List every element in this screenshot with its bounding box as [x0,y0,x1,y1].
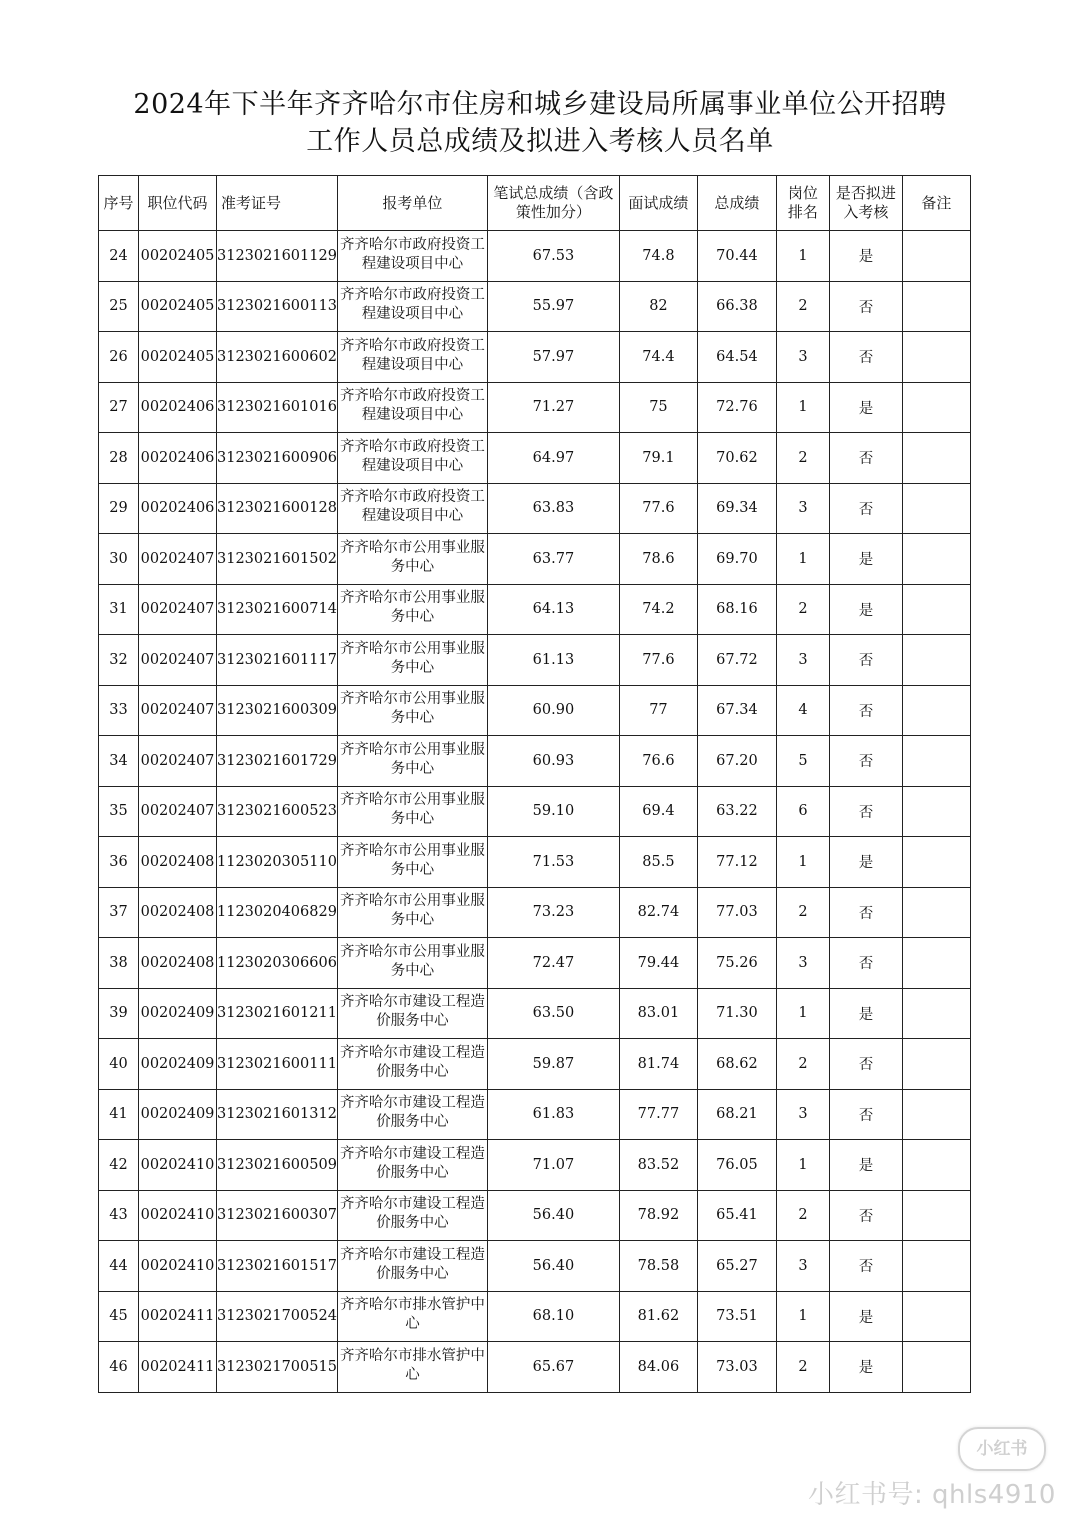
cell-assess: 否 [829,887,902,938]
cell-position-code: 00202407 [139,534,217,585]
cell-unit: 齐齐哈尔市排水管护中心 [337,1342,487,1393]
cell-ticket: 3123021601729 [217,736,338,787]
cell-unit: 齐齐哈尔市公用事业服务中心 [337,786,487,837]
cell-seq: 37 [99,887,139,938]
table-row [99,382,971,433]
cell-note [902,988,970,1039]
cell-assess: 是 [829,231,902,282]
cell-note [902,584,970,635]
cell-total-score: 67.20 [697,736,776,787]
cell-position-code: 00202406 [139,483,217,534]
cell-note [902,887,970,938]
cell-ticket: 3123021601016 [217,382,338,433]
cell-position-code: 00202405 [139,281,217,332]
table-row [99,1241,971,1292]
header-rank: 岗位排名 [776,176,829,231]
cell-interview-score: 78.58 [619,1241,697,1292]
cell-note [902,837,970,888]
cell-total-score: 73.51 [697,1291,776,1342]
cell-total-score: 68.21 [697,1089,776,1140]
table-row [99,332,971,383]
cell-rank: 1 [776,1291,829,1342]
cell-unit: 齐齐哈尔市公用事业服务中心 [337,938,487,989]
cell-rank: 3 [776,938,829,989]
cell-rank: 1 [776,988,829,1039]
table-row [99,635,971,686]
header-ticket: 准考证号 [217,176,338,231]
cell-ticket: 3123021600714 [217,584,338,635]
table-row [99,1291,971,1342]
cell-assess: 否 [829,635,902,686]
cell-seq: 24 [99,231,139,282]
cell-rank: 6 [776,786,829,837]
cell-note [902,332,970,383]
cell-position-code: 00202410 [139,1241,217,1292]
header-assess: 是否拟进入考核 [829,176,902,231]
cell-rank: 3 [776,332,829,383]
cell-total-score: 69.70 [697,534,776,585]
cell-note [902,1190,970,1241]
cell-ticket: 3123021600113 [217,281,338,332]
cell-ticket: 3123021700515 [217,1342,338,1393]
cell-rank: 3 [776,635,829,686]
cell-note [902,685,970,736]
cell-total-score: 76.05 [697,1140,776,1191]
cell-assess: 是 [829,382,902,433]
cell-rank: 2 [776,1190,829,1241]
cell-position-code: 00202406 [139,382,217,433]
cell-note [902,382,970,433]
cell-written-score: 55.97 [487,281,619,332]
cell-unit: 齐齐哈尔市政府投资工程建设项目中心 [337,483,487,534]
cell-position-code: 00202411 [139,1291,217,1342]
cell-written-score: 71.27 [487,382,619,433]
cell-position-code: 00202405 [139,332,217,383]
cell-rank: 2 [776,1342,829,1393]
cell-total-score: 77.12 [697,837,776,888]
cell-written-score: 64.13 [487,584,619,635]
cell-seq: 34 [99,736,139,787]
cell-position-code: 00202408 [139,837,217,888]
cell-unit: 齐齐哈尔市政府投资工程建设项目中心 [337,382,487,433]
cell-interview-score: 77.6 [619,635,697,686]
cell-ticket: 1123020305110 [217,837,338,888]
cell-written-score: 56.40 [487,1190,619,1241]
table-row [99,281,971,332]
cell-total-score: 67.72 [697,635,776,686]
table-row [99,988,971,1039]
cell-position-code: 00202409 [139,988,217,1039]
header-total: 总成绩 [697,176,776,231]
cell-written-score: 64.97 [487,433,619,484]
table-row [99,1190,971,1241]
cell-written-score: 71.07 [487,1140,619,1191]
cell-total-score: 69.34 [697,483,776,534]
cell-written-score: 73.23 [487,887,619,938]
cell-note [902,534,970,585]
cell-seq: 42 [99,1140,139,1191]
table-row [99,534,971,585]
cell-assess: 否 [829,685,902,736]
cell-assess: 否 [829,483,902,534]
cell-ticket: 3123021601517 [217,1241,338,1292]
cell-position-code: 00202407 [139,635,217,686]
cell-written-score: 59.10 [487,786,619,837]
cell-written-score: 67.53 [487,231,619,282]
cell-seq: 25 [99,281,139,332]
cell-interview-score: 74.2 [619,584,697,635]
cell-rank: 3 [776,483,829,534]
table-row [99,938,971,989]
cell-note [902,736,970,787]
cell-seq: 43 [99,1190,139,1241]
cell-ticket: 3123021600509 [217,1140,338,1191]
cell-total-score: 67.34 [697,685,776,736]
cell-unit: 齐齐哈尔市公用事业服务中心 [337,534,487,585]
cell-total-score: 70.62 [697,433,776,484]
cell-position-code: 00202406 [139,433,217,484]
cell-assess: 是 [829,1342,902,1393]
cell-total-score: 68.16 [697,584,776,635]
cell-position-code: 00202407 [139,584,217,635]
cell-seq: 31 [99,584,139,635]
cell-unit: 齐齐哈尔市建设工程造价服务中心 [337,1140,487,1191]
account-id-watermark: 小红书号: qhls4910 [808,1480,1056,1510]
cell-ticket: 1123020406829 [217,887,338,938]
cell-rank: 1 [776,231,829,282]
table-row [99,1140,971,1191]
cell-unit: 齐齐哈尔市公用事业服务中心 [337,887,487,938]
header-interview: 面试成绩 [619,176,697,231]
cell-interview-score: 81.62 [619,1291,697,1342]
cell-written-score: 63.50 [487,988,619,1039]
cell-unit: 齐齐哈尔市建设工程造价服务中心 [337,1241,487,1292]
cell-seq: 32 [99,635,139,686]
cell-position-code: 00202407 [139,786,217,837]
cell-interview-score: 77.77 [619,1089,697,1140]
cell-note [902,433,970,484]
cell-note [902,281,970,332]
cell-position-code: 00202411 [139,1342,217,1393]
cell-position-code: 00202410 [139,1140,217,1191]
cell-unit: 齐齐哈尔市建设工程造价服务中心 [337,1190,487,1241]
cell-rank: 2 [776,887,829,938]
cell-ticket: 3123021600602 [217,332,338,383]
title-line-1: 2024年下半年齐齐哈尔市住房和城乡建设局所属事业单位公开招聘 [133,89,947,120]
cell-position-code: 00202409 [139,1039,217,1090]
table-row [99,736,971,787]
cell-seq: 27 [99,382,139,433]
cell-ticket: 3123021600111 [217,1039,338,1090]
cell-ticket: 3123021601129 [217,231,338,282]
table-row [99,685,971,736]
cell-position-code: 00202408 [139,938,217,989]
cell-seq: 39 [99,988,139,1039]
cell-unit: 齐齐哈尔市建设工程造价服务中心 [337,1089,487,1140]
cell-ticket: 3123021600128 [217,483,338,534]
cell-written-score: 71.53 [487,837,619,888]
cell-assess: 是 [829,1140,902,1191]
cell-assess: 否 [829,736,902,787]
cell-interview-score: 83.01 [619,988,697,1039]
cell-assess: 否 [829,433,902,484]
cell-seq: 36 [99,837,139,888]
cell-interview-score: 85.5 [619,837,697,888]
cell-assess: 否 [829,786,902,837]
cell-total-score: 63.22 [697,786,776,837]
xiaohongshu-logo-watermark: 小红书 [958,1427,1046,1471]
cell-position-code: 00202405 [139,231,217,282]
cell-assess: 否 [829,938,902,989]
cell-interview-score: 77 [619,685,697,736]
cell-interview-score: 78.92 [619,1190,697,1241]
cell-unit: 齐齐哈尔市公用事业服务中心 [337,584,487,635]
cell-ticket: 3123021600309 [217,685,338,736]
header-position-code: 职位代码 [139,176,217,231]
cell-interview-score: 83.52 [619,1140,697,1191]
cell-interview-score: 79.1 [619,433,697,484]
cell-written-score: 59.87 [487,1039,619,1090]
cell-rank: 1 [776,1140,829,1191]
cell-assess: 否 [829,1039,902,1090]
cell-rank: 5 [776,736,829,787]
cell-total-score: 65.27 [697,1241,776,1292]
table-row [99,483,971,534]
cell-assess: 是 [829,988,902,1039]
cell-seq: 40 [99,1039,139,1090]
cell-rank: 1 [776,837,829,888]
cell-position-code: 00202407 [139,685,217,736]
cell-ticket: 3123021601502 [217,534,338,585]
document-title [0,86,1080,160]
cell-total-score: 64.54 [697,332,776,383]
table-row [99,786,971,837]
table-row [99,433,971,484]
cell-unit: 齐齐哈尔市政府投资工程建设项目中心 [337,433,487,484]
cell-total-score: 70.44 [697,231,776,282]
cell-rank: 1 [776,534,829,585]
cell-unit: 齐齐哈尔市建设工程造价服务中心 [337,988,487,1039]
header-unit: 报考单位 [337,176,487,231]
cell-note [902,1140,970,1191]
title-line-2: 工作人员总成绩及拟进入考核人员名单 [306,126,774,157]
cell-position-code: 00202410 [139,1190,217,1241]
cell-unit: 齐齐哈尔市建设工程造价服务中心 [337,1039,487,1090]
cell-unit: 齐齐哈尔市公用事业服务中心 [337,837,487,888]
cell-seq: 45 [99,1291,139,1342]
cell-assess: 否 [829,1089,902,1140]
cell-interview-score: 75 [619,382,697,433]
cell-total-score: 71.30 [697,988,776,1039]
cell-seq: 30 [99,534,139,585]
cell-written-score: 63.83 [487,483,619,534]
cell-note [902,1291,970,1342]
cell-seq: 35 [99,786,139,837]
cell-seq: 38 [99,938,139,989]
cell-note [902,938,970,989]
cell-total-score: 73.03 [697,1342,776,1393]
table-row [99,837,971,888]
cell-seq: 44 [99,1241,139,1292]
cell-interview-score: 74.4 [619,332,697,383]
header-note: 备注 [902,176,970,231]
cell-assess: 是 [829,584,902,635]
cell-total-score: 77.03 [697,887,776,938]
cell-rank: 1 [776,382,829,433]
cell-position-code: 00202407 [139,736,217,787]
cell-rank: 2 [776,1039,829,1090]
cell-rank: 2 [776,281,829,332]
table-row [99,584,971,635]
cell-seq: 28 [99,433,139,484]
cell-seq: 26 [99,332,139,383]
cell-rank: 2 [776,433,829,484]
cell-total-score: 68.62 [697,1039,776,1090]
cell-position-code: 00202408 [139,887,217,938]
cell-ticket: 3123021600523 [217,786,338,837]
cell-unit: 齐齐哈尔市排水管护中心 [337,1291,487,1342]
cell-interview-score: 78.6 [619,534,697,585]
cell-written-score: 72.47 [487,938,619,989]
cell-total-score: 65.41 [697,1190,776,1241]
cell-written-score: 61.83 [487,1089,619,1140]
cell-interview-score: 69.4 [619,786,697,837]
header-row [99,176,971,231]
cell-position-code: 00202409 [139,1089,217,1140]
cell-interview-score: 81.74 [619,1039,697,1090]
cell-rank: 4 [776,685,829,736]
cell-unit: 齐齐哈尔市政府投资工程建设项目中心 [337,332,487,383]
cell-written-score: 60.90 [487,685,619,736]
cell-assess: 否 [829,281,902,332]
results-table [98,175,971,1393]
cell-ticket: 3123021601211 [217,988,338,1039]
table-row [99,1089,971,1140]
cell-unit: 齐齐哈尔市政府投资工程建设项目中心 [337,281,487,332]
cell-ticket: 1123020306606 [217,938,338,989]
cell-assess: 是 [829,837,902,888]
cell-note [902,231,970,282]
cell-unit: 齐齐哈尔市公用事业服务中心 [337,635,487,686]
cell-note [902,1089,970,1140]
cell-seq: 33 [99,685,139,736]
cell-note [902,1342,970,1393]
cell-interview-score: 79.44 [619,938,697,989]
cell-written-score: 68.10 [487,1291,619,1342]
cell-total-score: 75.26 [697,938,776,989]
cell-interview-score: 82.74 [619,887,697,938]
cell-rank: 3 [776,1241,829,1292]
cell-note [902,1241,970,1292]
cell-seq: 29 [99,483,139,534]
cell-ticket: 3123021600906 [217,433,338,484]
cell-unit: 齐齐哈尔市政府投资工程建设项目中心 [337,231,487,282]
cell-rank: 3 [776,1089,829,1140]
cell-unit: 齐齐哈尔市公用事业服务中心 [337,736,487,787]
table-row [99,1039,971,1090]
cell-written-score: 65.67 [487,1342,619,1393]
cell-ticket: 3123021700524 [217,1291,338,1342]
header-seq: 序号 [99,176,139,231]
cell-assess: 否 [829,1241,902,1292]
cell-total-score: 66.38 [697,281,776,332]
header-written: 笔试总成绩（含政策性加分） [487,176,619,231]
cell-interview-score: 77.6 [619,483,697,534]
cell-unit: 齐齐哈尔市公用事业服务中心 [337,685,487,736]
cell-total-score: 72.76 [697,382,776,433]
cell-note [902,1039,970,1090]
cell-ticket: 3123021600307 [217,1190,338,1241]
cell-interview-score: 82 [619,281,697,332]
cell-rank: 2 [776,584,829,635]
cell-assess: 否 [829,332,902,383]
cell-written-score: 63.77 [487,534,619,585]
cell-assess: 是 [829,1291,902,1342]
cell-written-score: 56.40 [487,1241,619,1292]
table-row [99,1342,971,1393]
cell-interview-score: 74.8 [619,231,697,282]
cell-interview-score: 76.6 [619,736,697,787]
cell-note [902,635,970,686]
cell-assess: 是 [829,534,902,585]
cell-seq: 41 [99,1089,139,1140]
cell-written-score: 60.93 [487,736,619,787]
cell-ticket: 3123021601312 [217,1089,338,1140]
cell-note [902,786,970,837]
table-row [99,231,971,282]
cell-seq: 46 [99,1342,139,1393]
cell-assess: 否 [829,1190,902,1241]
cell-ticket: 3123021601117 [217,635,338,686]
cell-note [902,483,970,534]
table-row [99,887,971,938]
cell-written-score: 57.97 [487,332,619,383]
cell-interview-score: 84.06 [619,1342,697,1393]
cell-written-score: 61.13 [487,635,619,686]
